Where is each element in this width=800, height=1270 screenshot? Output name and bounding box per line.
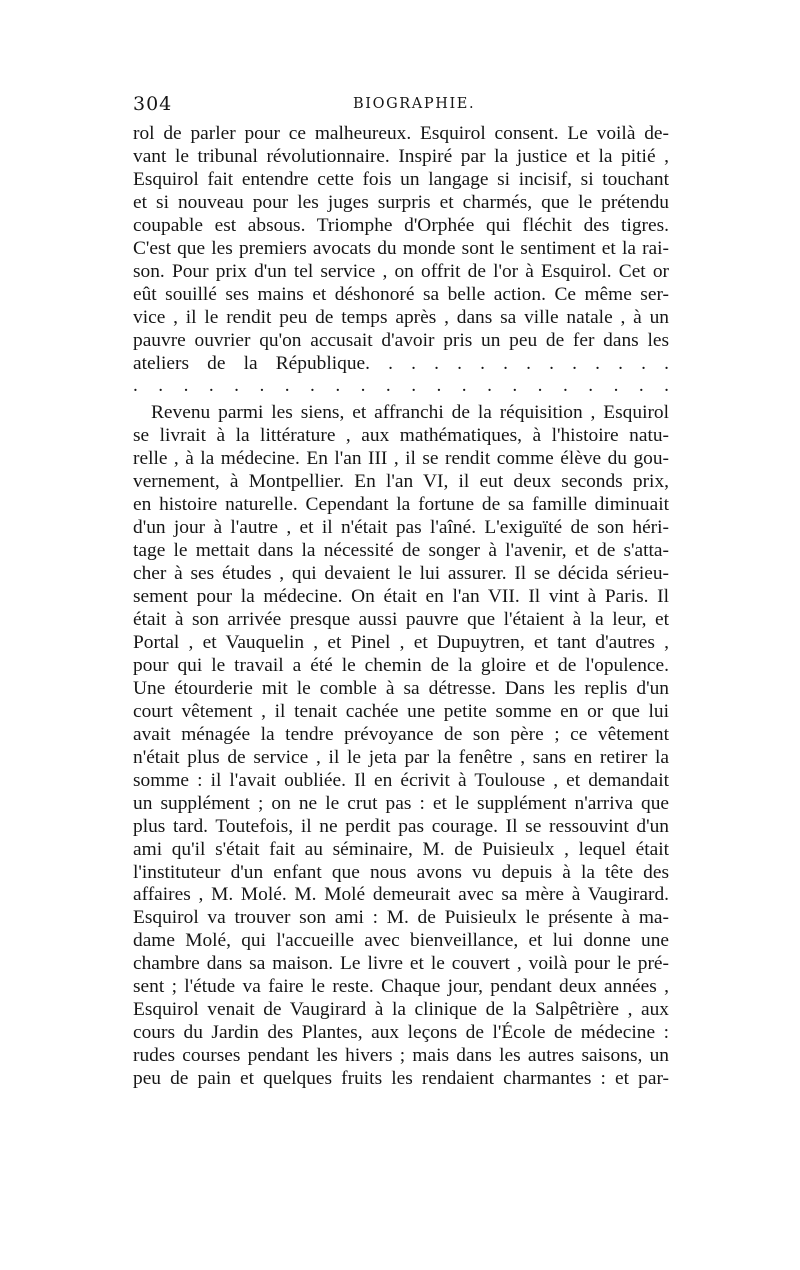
text-line: tage le mettait dans la nécessité de songer à l'avenir, et de s'atta- <box>133 540 669 562</box>
text-line: Une étourderie mit le comble à sa détresse. Dans les replis d'un <box>133 677 669 699</box>
text-line: Portal , et Vauquelin , et Pinel , et Dupuytren, et tant d'autres , <box>133 631 669 653</box>
text-line: se livrait à la littérature , aux mathématiques, à l'histoire natu- <box>133 425 669 447</box>
text-line: ami qu'il s'était fait au séminaire, M. de Puisieulx , lequel était <box>133 838 669 860</box>
text-line: en histoire naturelle. Cependant la fortune de sa famille diminuait <box>133 494 669 516</box>
text-line: était à son arrivée presque aussi pauvre que l'étaient à la leur, et <box>133 609 669 631</box>
text-line: dame Molé, qui l'accueille avec bienveillance, et lui donne une <box>133 930 669 952</box>
text-line: eût souillé ses mains et déshonoré sa belle action. Ce même ser- <box>133 283 669 305</box>
text-line: d'un jour à l'autre , et il n'était pas l'aîné. L'exiguïté de son héri- <box>133 517 669 539</box>
text-line: pour qui le travail a été le chemin de la gloire et de l'opulence. <box>133 654 669 676</box>
text-line: chambre dans sa maison. Le livre et le couvert , voilà pour le pré- <box>133 953 669 975</box>
text-line: plus tard. Toutefois, il ne perdit pas courage. Il se ressouvint d'un <box>133 815 669 837</box>
running-head <box>133 93 669 121</box>
text-line: avait ménagée la tendre prévoyance de son père ; ce vêtement <box>133 723 669 745</box>
text-line: coupable est absous. Triomphe d'Orphée qui fléchit des tigres. <box>133 214 669 236</box>
text-line: somme : il l'avait oubliée. Il en écrivit à Toulouse , et demandait <box>133 769 669 791</box>
text-line: Esquirol va trouver son ami : M. de Puisieulx le présente à ma- <box>133 907 669 929</box>
text-line: Esquirol venait de Vaugirard à la clinique de la Salpêtrière , aux <box>133 999 669 1021</box>
text-line: l'instituteur d'un enfant que nous avons vu depuis à la tête des <box>133 861 669 883</box>
text-line: Esquirol fait entendre cette fois un langage si incisif, si touchant <box>133 168 669 190</box>
text-line: vant le tribunal révolutionnaire. Inspiré par la justice et la pitié , <box>133 145 669 167</box>
ellipsis-line: . . . . . . . . . . . . . . . . . . . . . . <box>133 375 669 397</box>
text-line: pauvre ouvrier qu'on accusait d'avoir pris un peu de fer dans les <box>133 329 669 351</box>
text-line: sent ; l'étude va faire le reste. Chaque jour, pendant deux années , <box>133 976 669 998</box>
text-line: son. Pour prix d'un tel service , on offrit de l'or à Esquirol. Cet or <box>133 260 669 282</box>
running-title: BIOGRAPHIE. <box>353 96 476 112</box>
text-line: rol de parler pour ce malheureux. Esquirol consent. Le voilà de- <box>133 123 669 144</box>
text-line: ateliers de la République. . . . . . . . . . . . . . <box>133 352 669 374</box>
text-line: affaires , M. Molé. M. Molé demeurait avec sa mère à Vaugirard. <box>133 884 669 906</box>
text-line: C'est que les premiers avocats du monde sont le sentiment et la rai- <box>133 237 669 259</box>
text-line: n'était plus de service , il le jeta par la fenêtre , sans en retirer la <box>133 746 669 768</box>
page-number: 304 <box>133 93 173 115</box>
text-line: un supplément ; on ne le crut pas : et le supplément n'arriva que <box>133 792 669 814</box>
text-line: court vêtement , il tenait cachée une petite somme en or que lui <box>133 700 669 722</box>
text-line: peu de pain et quelques fruits les rendaient charmantes : et par- <box>133 1068 669 1090</box>
text-line: et si nouveau pour les juges surpris et charmés, que le prétendu <box>133 191 669 213</box>
text-line: rudes courses pendant les hivers ; mais dans les autres saisons, un <box>133 1045 669 1067</box>
text-line: vernement, à Montpellier. En l'an VI, il eut deux seconds prix, <box>133 471 669 493</box>
text-line: Revenu parmi les siens, et affranchi de la réquisition , Esquirol <box>151 402 669 424</box>
body-text <box>133 123 669 1091</box>
text-line: relle , à la médecine. En l'an III , il se rendit comme élève du gou- <box>133 448 669 470</box>
text-line: vice , il le rendit peu de temps après , dans sa ville natale , à un <box>133 306 669 328</box>
text-line: sement pour la médecine. On était en l'an VII. Il vint à Paris. Il <box>133 586 669 608</box>
text-line: cours du Jardin des Plantes, aux leçons de l'École de médecine : <box>133 1022 669 1044</box>
text-line: cher à ses études , qui devaient le lui assurer. Il se décida sérieu- <box>133 563 669 585</box>
